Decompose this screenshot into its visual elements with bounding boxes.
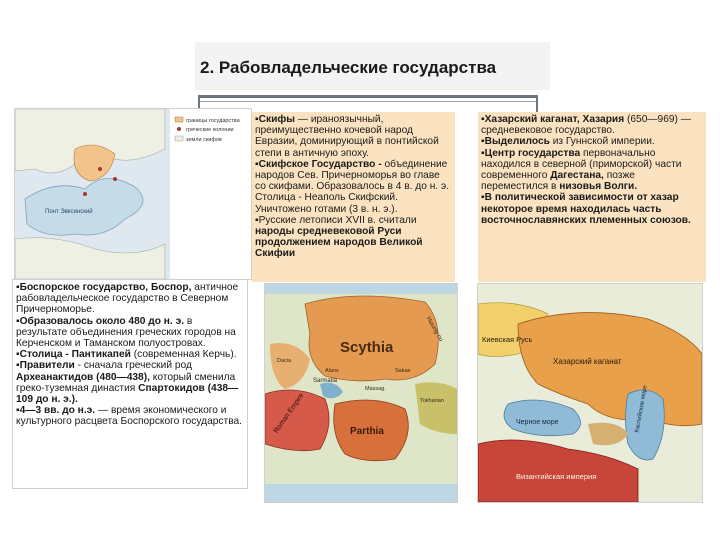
legend-item-2: греческие колонии [186, 127, 234, 133]
bosporus-text-panel: ▪Боспорское государство, Боспор, античное рабовладельческое государство в Северном Причерноморье. ▪Образовалось около 480 до н. э. в результате объединения греческих городов на Керченском и Таманском полуостровах. ▪Столица - Пантикапей (современная Керчь). ▪Правители - сначала греческий род Археанактидов (480—438), который сменила греко-туземная династия Спартокидов (438—109 до н. э.). ▪4—3 вв. до н.э. — время экономического и культурного расцвета Боспорского государства. [12, 279, 248, 489]
legend-item-1: границы государства [186, 118, 240, 124]
bosporus-head-1: Боспорское государство, Боспор, [19, 282, 192, 293]
sea-label: Понт Эвксинский [45, 209, 93, 215]
khazars-head-2: Выделилось [484, 136, 550, 148]
bosporus-text-3: (современная Керчь). [130, 349, 237, 361]
khazars-text-3: первоначально находился в северной (приморской) части современного [481, 147, 682, 182]
khazars-text-2: из Гуннской империи. [549, 136, 655, 148]
scythians-head-1: Скифы [258, 114, 295, 125]
khazaria-map-graphic [478, 284, 702, 502]
khazars-text-1: (650—969) — средневековое государство. [481, 114, 691, 137]
sakae-label: Sakae [395, 368, 411, 374]
scythia-label: Scythia [340, 339, 394, 356]
khazars-text-3b: позже переместился в [481, 170, 635, 193]
roman-label: Roman Empire [272, 392, 306, 435]
scythians-head-2: Скифское Государство - [258, 158, 382, 170]
parthia-label: Parthia [350, 426, 384, 437]
legend-item-3: земли скифов [186, 137, 222, 143]
scythia-map [264, 283, 458, 503]
massag-label: Massag. [365, 386, 386, 392]
scythia-map-graphic [265, 284, 457, 502]
scythians-text-1: — ираноязычный, преимущественно кочевой народ Евразии, доминирующий в понтийской степи в античную эпоху. [255, 114, 439, 159]
bosporus-map [14, 108, 252, 280]
bosporus-head-4: Правители [19, 360, 75, 372]
bosporus-head-4b: Археанактидов (480—438), [16, 371, 150, 383]
khazars-text-panel: ▪Хазарский каганат, Хазария (650—969) — средневековое государство. ▪Выделилось из Гуннской империи. ▪Центр государства первоначально находился в северной (приморской) части современного Дагестана, позже переместился в низовья Волги. ▪В политической зависимости от хазар некоторое время находилась часть восточнославянских племенных союзов. [478, 112, 706, 282]
rule-tick-right [536, 95, 538, 113]
byzantium-label: Византийская империя [516, 472, 597, 481]
scythians-text-panel: ▪Скифы — ираноязычный, преимущественно кочевой народ Евразии, доминирующий в понтийской степи в античную эпоху. ▪Скифское Государство - объединение народов Сев. Причерноморья во главе со скифами. Образовалось в 4 в. до н. э. Столица - Неаполь Скифский. Уничтожено готами (3 в. н. э.). ▪Русские летописи XVII в. считали народы средневековой Руси продолжением народов Великой Скифии [252, 112, 455, 282]
title-rule [198, 95, 538, 98]
bosporus-text-4: - сначала греческий род [74, 360, 192, 372]
khazars-head-4: В политической зависимости от хазар некоторое время находилась часть восточнославянских племенных союзов. [481, 192, 691, 226]
hsiung-label: Hsiung-nu [424, 315, 444, 343]
title-rule-thin [198, 101, 538, 102]
bosporus-head-2: Образовалось около 480 до н. э. [19, 315, 185, 327]
rus-label: Киевская Русь [482, 335, 533, 344]
sarmatia-label: Sarmatia [313, 378, 338, 384]
bosporus-head-5: 4—3 вв. до н.э. [19, 405, 96, 417]
bosporus-head-4c: Спартокидов (438—109 до н. э.). [16, 382, 239, 406]
khazars-head-1: Хазарский каганат, Хазария [484, 114, 625, 125]
black-sea-label: Черное море [516, 419, 559, 426]
scythians-text-3: Русские летописи XVII в. считали [258, 214, 417, 226]
dacia-label: Dacia [277, 358, 292, 364]
scythians-text-2: объединение народов Сев. Причерноморья во главе со скифами. Образовалось в 4 в. до н. э. Столица - Неаполь Скифский. Уничтожено готами (3 в. н. э.). [255, 158, 450, 215]
bosporus-map-graphic [15, 109, 251, 279]
scythians-head-3: народы средневековой Руси продолжением народов Великой Скифии [255, 226, 423, 260]
bosporus-text-2: в результате объединения греческих городов на Керченском и Таманском полуостровах. [16, 315, 236, 350]
tokharian-label: Tokharian [420, 398, 444, 404]
alans-label: Alans [325, 368, 339, 374]
khaganate-label: Хазарский каганат [553, 357, 622, 366]
khazars-head-3: Центр государства [484, 147, 581, 159]
khazars-head-3b: Дагестана, [550, 170, 604, 182]
khazaria-map [477, 283, 703, 503]
caspian-label: Каспийское море [634, 384, 649, 434]
khazars-head-3c: низовья Волги. [559, 181, 638, 193]
slide-title: 2. Рабовладельческие государства [200, 58, 497, 77]
bosporus-text-4b: который сменила греко-туземная династия [16, 371, 236, 394]
bosporus-head-3: Столица - Пантикапей [19, 349, 131, 361]
bosporus-text-1: античное рабовладельческое государство в Северном Причерноморье. [16, 282, 239, 316]
bosporus-text-5: — время экономического и культурного расцвета Боспорского государства. [16, 405, 242, 428]
